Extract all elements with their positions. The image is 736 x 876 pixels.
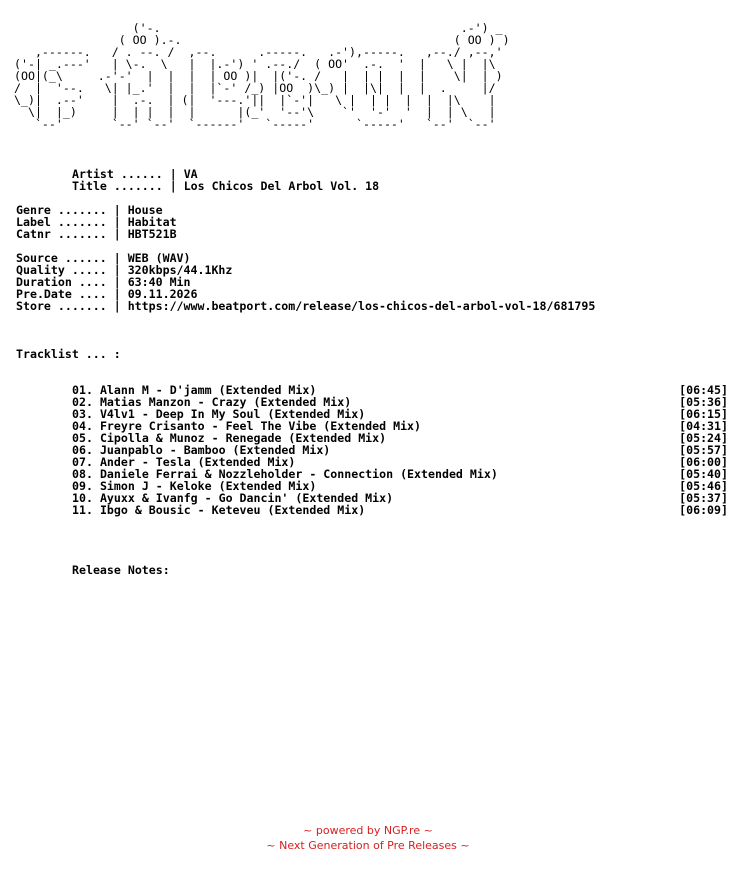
track-name: V4lv1 - Deep In My Soul (Extended Mix) [99,407,366,421]
track-name: Ander - Tesla (Extended Mix) [99,455,296,469]
info-value: 63:40 Min [127,275,191,289]
track-number: 10. [72,491,93,505]
track-time: [05:57] [679,443,728,457]
track-number: 05. [72,431,93,445]
track-title [72,504,365,516]
track-number: 06. [72,443,93,457]
track-name: Simon J - Keloke (Extended Mix) [99,479,317,493]
info-value: 09.11.2026 [127,287,198,301]
track-name: Ibgo & Bousic - Keteveu (Extended Mix) [99,503,366,517]
track-name: Daniele Ferrai & Nozzleholder - Connection (Extended Mix) [99,467,498,481]
track-name: Cipolla & Munoz - Renegade (Extended Mix) [99,431,387,445]
track-time: [04:31] [679,419,728,433]
track-number: 02. [72,395,93,409]
track-name: Juanpablo - Bamboo (Extended Mix) [99,443,331,457]
info-value: Habitat [127,215,177,229]
track-time: [05:40] [679,467,728,481]
footer-tagline: ~ Next Generation of Pre Releases ~ [266,839,470,852]
track-number: 01. [72,383,93,397]
info-label: Quality ..... | [16,263,121,277]
track-time: [06:00] [679,455,728,469]
track-number: 08. [72,467,93,481]
info-row-catnr [16,228,177,240]
info-row-store [16,300,595,312]
artist-label: Artist ...... | [72,167,177,181]
track-time: [06:09] [679,503,728,517]
info-value: HBT521B [127,227,177,241]
ascii-logo: ('-. .-') _ ( OO ).-. ( OO ) ) ,------. / . --. / ,--. .-----. .-'),-----. ,--./ ,--,' ('-| _.---' | \-. \ | |.-') ' .--./ ( OO' .-. ' | \ | |\ (OO|(_\ .-'-' | | | | OO )| |('-. / | | | | | \| | ) / | '--. \| |_.' | | |`-' /_) |OO )\_) | |\| | | . |/ \_)| .--' | .-. | (| '---.'|| |`-'| \ | | | | | |\ | \| |_) | | | | | |(_' '--'\ `' '-' ' | | \ | `--' `--' `--' `------' `-----' `-----' `--' `--' [14,21,510,131]
info-value: WEB (WAV) [127,251,191,265]
info-label: Pre.Date .... | [16,287,121,301]
track-time: [05:46] [679,479,728,493]
title-label: Title ....... | [72,179,177,193]
store-link[interactable]: https://www.beatport.com/release/los-chicos-del-arbol-vol-18/681795 [127,299,596,313]
track-number: 07. [72,455,93,469]
info-label: Source ...... | [16,251,121,265]
artist-value: VA [183,167,198,181]
track-time: [05:37] [679,491,728,505]
track-number: 04. [72,419,93,433]
track-time: [06:45] [679,383,728,397]
title-row [72,180,379,192]
tracklist-heading: Tracklist ... : [16,347,121,361]
info-value: 320kbps/44.1Khz [127,263,233,277]
info-label: Duration .... | [16,275,121,289]
title-value: Los Chicos Del Arbol Vol. 18 [183,179,380,193]
info-value: House [127,203,163,217]
info-label: Catnr ....... | [16,227,121,241]
track-time: [05:24] [679,431,728,445]
track-name: Freyre Crisanto - Feel The Vibe (Extended Mix) [99,419,422,433]
footer-powered-by[interactable]: ~ powered by NGP.re ~ [303,824,433,837]
track-number: 11. [72,503,93,517]
track-row [72,504,728,516]
info-label: Genre ....... | [16,203,121,217]
track-time: [06:15] [679,407,728,421]
track-name: Matias Manzon - Crazy (Extended Mix) [99,395,352,409]
track-name: Alann M - D'jamm (Extended Mix) [99,383,317,397]
info-label: Store ....... | [16,299,121,313]
track-number: 03. [72,407,93,421]
track-number: 09. [72,479,93,493]
track-time: [05:36] [679,395,728,409]
info-label: Label ....... | [16,215,121,229]
release-notes-heading: Release Notes: [72,563,170,577]
track-name: Ayuxx & Ivanfg - Go Dancin' (Extended Mix) [99,491,394,505]
